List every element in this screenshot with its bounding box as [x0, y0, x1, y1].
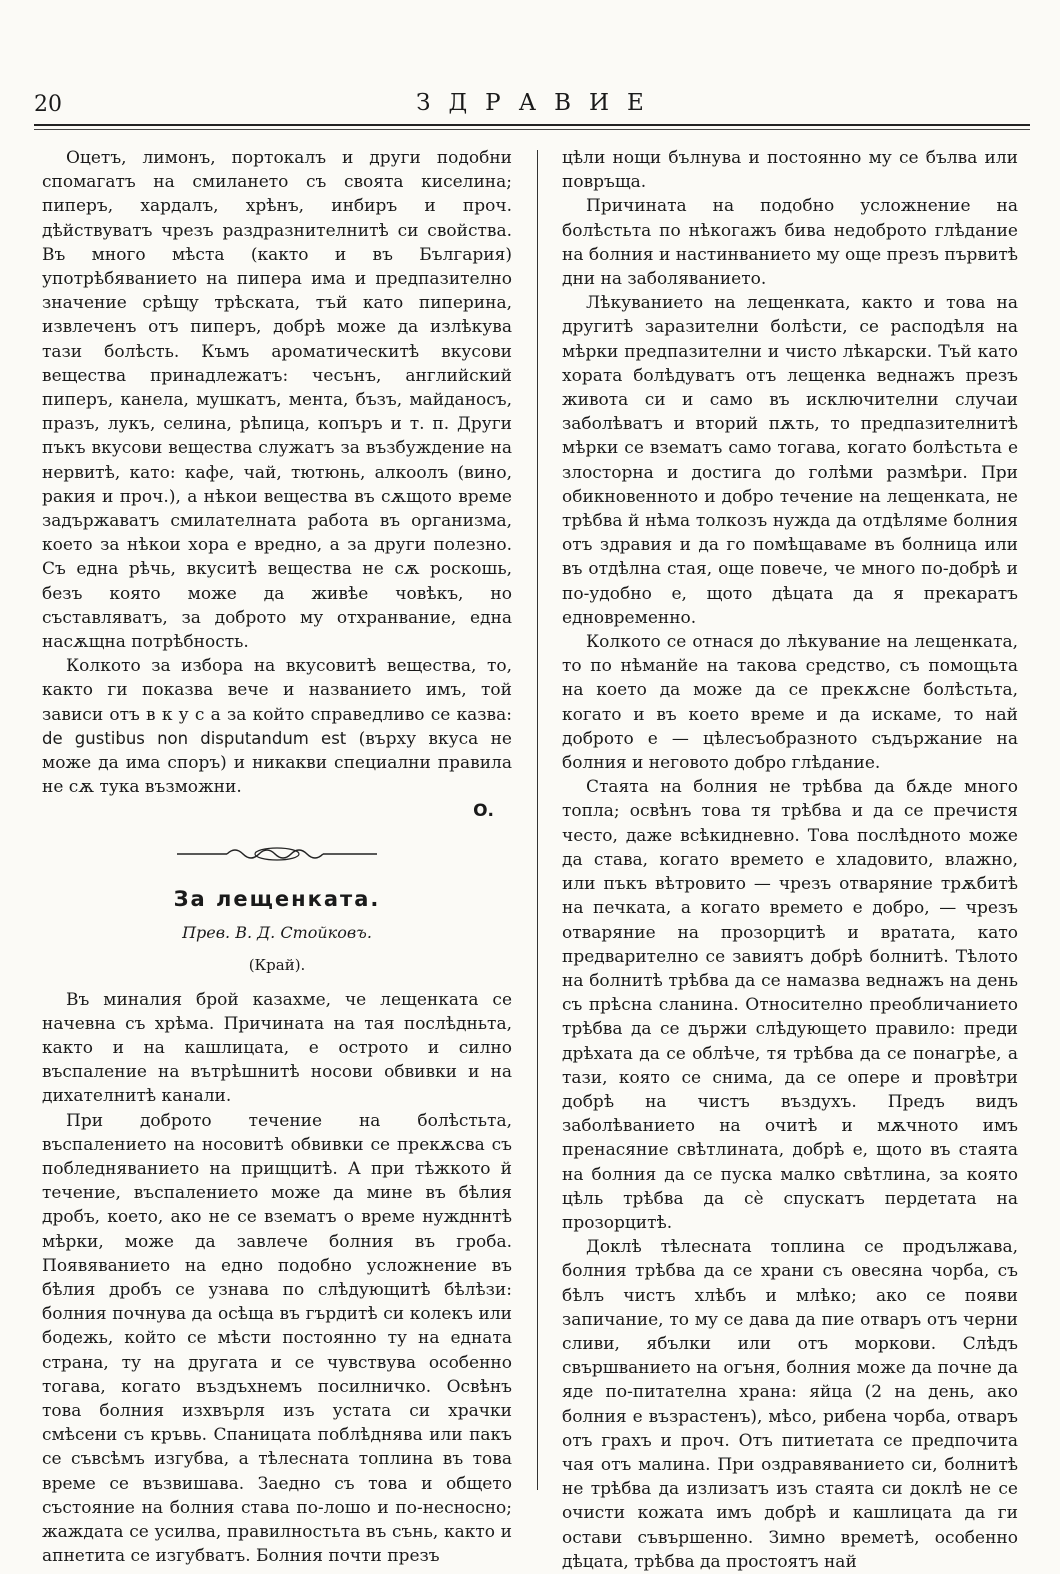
header-rule-thin — [34, 129, 1030, 130]
article-title: За лещенката. — [173, 886, 381, 911]
article-byline: Прев. В. Д. Стойковъ. — [182, 923, 372, 943]
article-note: (Край). — [248, 956, 306, 975]
paragraph: Причината на подобно усложнение на болѣстьта по нѣкогажъ бива недоброто глѣдание на болния и настинванието му още презъ първитѣ дни на заболяванието. — [562, 196, 1018, 290]
header-rule — [34, 124, 1030, 126]
latin-phrase: de gustibus non disputandum est — [42, 728, 347, 748]
ornament-divider-icon — [42, 844, 512, 871]
journal-title: ЗДРАВИЕ — [416, 90, 662, 116]
left-column — [42, 146, 512, 1568]
paragraph: При доброто течение на болѣстьта, въспалението на носовитѣ обвивки се прекѫсва съ побледняванието на прищцитѣ. А при тѣжкото й течение, въспалението може да мине въ бѣлия дробъ, което, ако не се взематъ о време нуждннтѣ мѣрки, може да завлече болния въ гроба. Появяванието на едно подобно усложнение въ бѣлия дробъ се узнава по слѣдующитѣ бѣлѣзи: болния почнува да осѣща въ гърдитѣ си колекъ или бодежь, който се мѣсти постоянно ту на едната страна, ту на другата и се чувствува особенно тогава, когато въздъхнемъ посилничко. Освѣнъ това болния изхвърля изъ устата си храчки смѣсени съ кръвь. Спаницата поблѣднява или пакъ се съвсѣмъ изгубва, а тѣлесната топлина въ това време се възвишава. Заедно съ това и общето състояние на болния става по-лошо и по-несносно; жаждата се усилва, правилностьта въ сънь, както и апнетита се изгубватъ. Болния почти презъ — [42, 1110, 512, 1567]
paragraph-text: Колкото за избора на вкусовитѣ вещества, то, както ги показва вече и названието имъ, той зависи отъ в к у с а за който справедливо се казва: — [42, 656, 512, 725]
paragraph: Колкото се отнася до лѣкувание на лещенката, то по нѣманйе на такова средство, съ помощьта на което да може да се прекѫсне болѣстьта, когато и въ което време и да искаме, то най доброто е — цѣлесъобразното съдържание на болния и неговото добро глѣдание. — [562, 632, 1018, 774]
paragraph — [42, 654, 512, 799]
author-signature: О. — [473, 801, 494, 822]
column-divider — [537, 150, 538, 1490]
paragraph: цѣли нощи бълнува и постоянно му се бълва или повръща. — [562, 148, 1018, 193]
signature-line — [42, 799, 512, 823]
right-column — [562, 146, 1018, 1574]
paragraph: Доклѣ тѣлесната топлина се продължава, болния трѣбва да се храни съ овесяна чорба, съ бѣлъ чистъ хлѣбъ и млѣко; ако се появи запичание, то му се дава да пие отваръ отъ черни сливи, ябълки или отъ моркови. Слѣдъ свършванието на огъня, болния може да почне да яде по-питателна храна: яйца (2 на день, ако болния е възрастенъ), мѣсо, рибена чорба, отваръ отъ грахъ и проч. Отъ питиетата се предпочита чая отъ малина. При оздравяванието си, болнитѣ не трѣбва да излизатъ изъ стаята си доклѣ не се очисти кожата имъ добрѣ и кашлицата да ги остави съвършенно. Зимно времетѣ, особенно дѣцата, трѣбва да простоятъ най — [562, 1237, 1018, 1572]
paragraph: Стаята на болния не трѣбва да бѫде много топла; освѣнъ това тя трѣбва и да се пречистя често, даже всѣкидневно. Това послѣдното може да става, когато времето е хладовито, влажно, или пъкъ вѣтровито — чрезъ отваряние трѫбитѣ на печката, а когато времето е добро, — чрезъ отваряние на прозорцитѣ и вратата, като предварително се завиятъ добрѣ болнитѣ. Тѣлото на болнитѣ трѣбва да се намазва веднажъ на день съ прѣсна сланина. Относително преобличанието трѣбва да се държи слѣдующето правило: преди дрѣхата да се облѣче, тя трѣбва да се понагрѣе, а тази, която се снима, да се опере и провѣтри добрѣ на чистъ въздухъ. Предъ видъ заболѣванието на очитѣ и мѫчното имъ пренасяние свѣтлината, добрѣ е, щото въ стаята на болния да се пуска малко свѣтлина, за която цѣль трѣбва да сѐ спускатъ пердетата на прозорцитѣ. — [562, 777, 1018, 1233]
page-number: 20 — [34, 92, 62, 117]
paragraph: Въ миналия брой казахме, че лещенката се начевна съ хрѣма. Причината на тая послѣдньта, както и на кашлицата, е острото и силно въспаление на вътрѣшнитѣ носови обвивки и на дихателнитѣ канали. — [42, 989, 512, 1107]
paragraph: Лѣкуванието на лещенката, както и това на другитѣ заразителни болѣсти, се расподѣля на мѣрки предпазителни и чисто лѣкарски. Тъй като хората болѣдуватъ отъ лещенка веднажъ презъ живота си и само въ исключителни случаи заболѣватъ и вторий пѫть, то предпазителнитѣ мѣрки се взематъ само тогава, когато болѣстьта е злосторна и достига до голѣми размѣри. При обикновенното и добро течение на лещенката, не трѣбва й нѣма толкозъ нужда да отдѣляме болния отъ здравия и да го помѣщаваме въ болница или въ отдѣлна стая, още повече, че много по-добрѣ и по-удобно е, щото дѣцата да я прекаратъ едновременно. — [562, 293, 1018, 628]
paragraph-text: (върху вкуса не може да има споръ) и никакви специални правила не сѫ тука възможни. — [42, 728, 512, 798]
paragraph: Оцетъ, лимонъ, портокалъ и други подобни спомагатъ на смилането съ своята киселина; пиперъ, хардалъ, хрѣнъ, инбиръ и проч. дѣйствуватъ чрезъ раздразнителнитѣ си свойства. Въ много мѣста (както и въ България) употрѣбяванието на пипера има и предпазително значение срѣщу трѣската, тъй като пиперина, извлеченъ отъ пиперъ, добрѣ може да излѣкува тази болѣсть. Къмъ ароматическитѣ вкусови вещества принадлежатъ: чесънъ, английский пиперъ, канела, мушкатъ, мента, бъзъ, майданосъ, празъ, лукъ, селина, рѣпица, копъръ и т. п. Други пъкъ вкусови вещества служатъ за възбуждение на нервитѣ, като: кафе, чай, тютюнь, алкоолъ (вино, ракия и проч.), а нѣкои вещества въ сѫщото време задържаватъ смилателната работа въ организма, което за нѣкои хора е вредно, а за други полезно. Съ една рѣчь, вкуситѣ вещества не сѫ роскошь, безъ която може да живѣе човѣкъ, но съставляватъ, за доброто му отхранвание, една насѫщна потрѣбность. — [42, 148, 512, 653]
